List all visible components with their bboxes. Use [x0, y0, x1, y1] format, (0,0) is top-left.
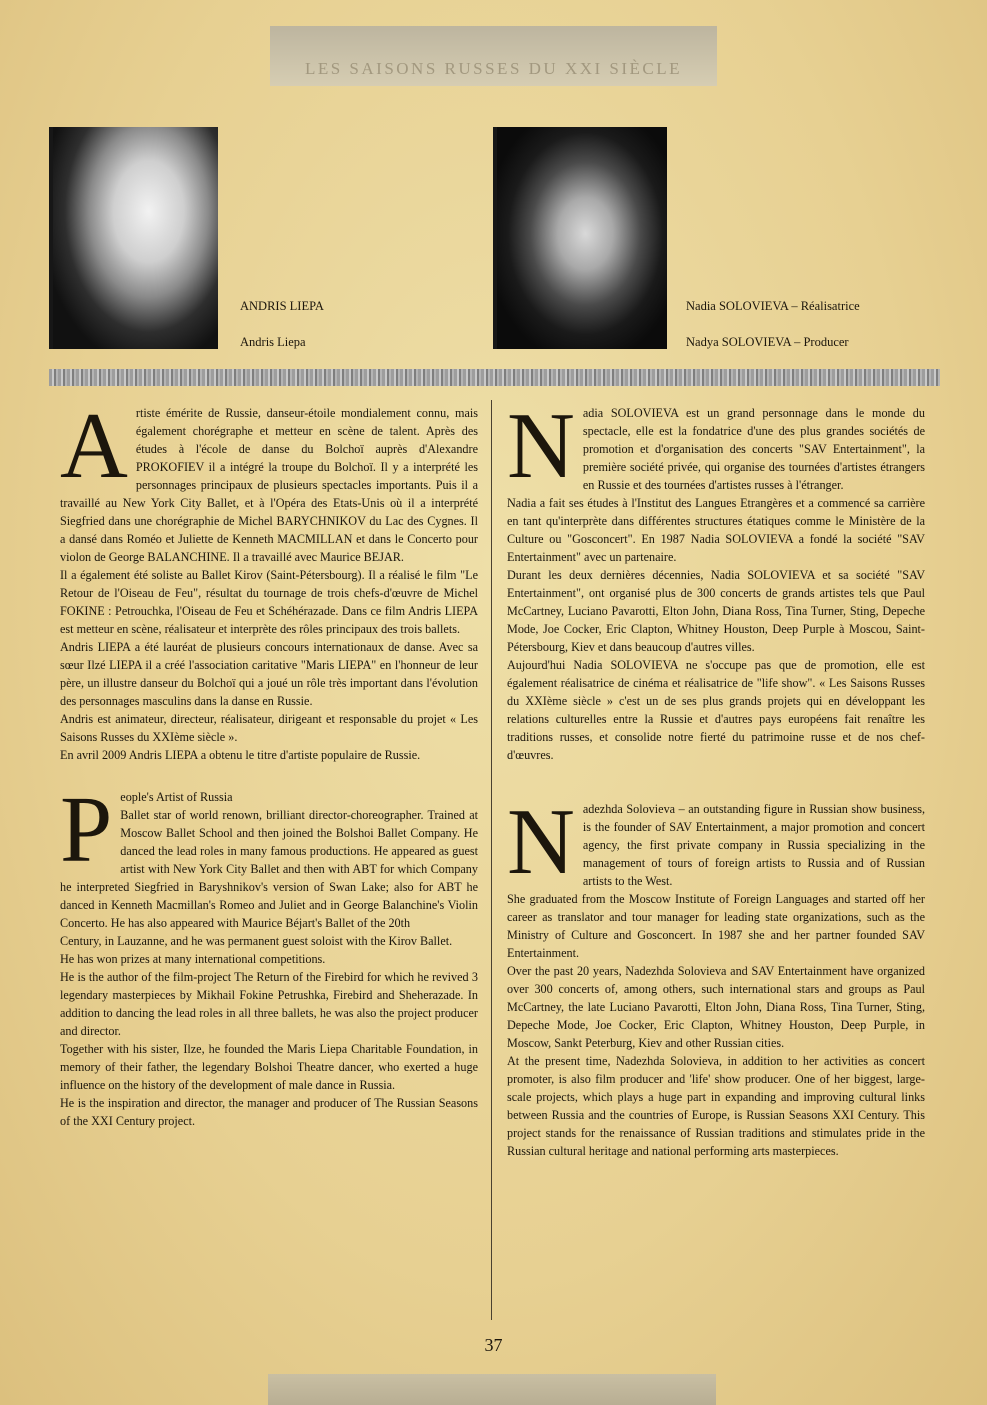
paragraph: Nadia a fait ses études à l'Institut des Langues Etrangères et a commencé sa carrière en tant qu'interprète dans différentes structures étatiques comme le Ministère de la Culture ou "Gosconcert". En 1987 Nadia SOLOVIEVA a fondé la société "SAV Entertainment" avec un partenaire. — [507, 496, 925, 564]
nadia-solovieva-photo — [493, 127, 667, 349]
paragraph: He is the author of the film-project The Return of the Firebird for which he revived 3 legendary masterpieces by Mikhail Fokine Petrushka, Firebird and Sheherazade. In addition to dancing the lead roles in all three ballets, he was also the project producer and director. — [60, 970, 478, 1038]
footer-band — [268, 1374, 716, 1405]
caption-andris-sub: Andris Liepa — [240, 335, 306, 349]
header-band — [270, 26, 717, 86]
andris-liepa-photo — [49, 127, 218, 349]
caption-nadia-en: Nadya SOLOVIEVA – Producer — [686, 335, 849, 349]
page-number: 37 — [484, 1335, 503, 1355]
drop-cap: A — [60, 394, 128, 498]
paragraph: Durant les deux dernières décennies, Nadia SOLOVIEVA et sa société "SAV Entertainment", ont organisé plus de 300 concerts de grands artistes tels que Paul McCartney, Luciano Pavarotti, Elton John, Diana Ross, Tina Turner, Sting, Depeche Mode, Joe Cocker, Eric Clapton, Whitney Houston, Deep Purple à Moscou, Saint-Pétersbourg, Kiev et dans beaucoup d'autres villes. — [507, 568, 925, 654]
left-column — [60, 394, 478, 1130]
paragraph: He has won prizes at many international competitions. — [60, 952, 326, 966]
paragraph: At the present time, Nadezhda Solovieva, in addition to her activities as concert promoter, is also film producer and 'life' show producer. One of her biggest, large-scale projects, which plays a huge part in expanding and improving cultural links between Russia and the countries of Europe, is Russian Seasons XXI Century. This project stands for the renaissance of Russian traditions and stimulates pride in the Russian cultural heritage and national performing arts masterpieces. — [507, 1054, 925, 1158]
decorative-divider-bar — [49, 369, 940, 386]
paragraph: Over the past 20 years, Nadezhda Solovieva and SAV Entertainment have organized over 300 concerts of, among others, such international stars and groups as Paul McCartney, the late Luciano Pavarotti, Elton John, Diana Ross, Tina Turner, Sting, Depeche Mode, Joe Cocker, Eric Clapton, Whitney Houston, Deep Purple, in Moscow, Sankt Peterburg, Kiev and other Russian cities. — [507, 964, 925, 1050]
paragraph: eople's Artist of Russia — [120, 790, 233, 804]
paragraph: She graduated from the Moscow Institute of Foreign Languages and started off her career as translator and tour manager for leading state organizations, such as the Ministry of Culture and Gosconcert. In 1987 she and her partner founded SAV Entertainment. — [507, 892, 925, 960]
portrait-image — [497, 127, 667, 349]
paragraph: Andris LIEPA a été lauréat de plusieurs concours internationaux de danse. Avec sa sœur Ilzé LIEPA il a créé l'association caritative "Maris LIEPA" en l'honneur de leur père, un illustre danseur du Bolchoï qui a joué un rôle très important dans l'évolution des personnages masculins dans la danse en Russie. — [60, 640, 478, 708]
drop-cap: N — [507, 790, 575, 894]
caption-nadia-fr: Nadia SOLOVIEVA – Réalisatrice — [686, 299, 860, 313]
right-column — [507, 394, 925, 1160]
paragraph: Ballet star of world renown, brilliant director-choreographer. Trained at Moscow Ballet School and then joined the Bolshoi Ballet Company. He danced the lead roles in many famous productions. He appeared as guest artist with New York City Ballet and then with ABT for which Company he interpreted Siegfried in Baryshnikov's version of Swan Lake; also for ABT he danced in Kenneth Macmillan's Romeo and Juliet and in George Balanchine's Violin Concerto. He has also appeared with Maurice Béjart's Ballet of the 20th — [60, 808, 478, 930]
paragraph: Il a également été soliste au Ballet Kirov (Saint-Pétersbourg). Il a réalisé le film "Le Retour de l'Oiseau de Feu", résultat du tournage de trois chefs-d'œuvre de Michel FOKINE : Petrouchka, l'Oiseau de Feu et Schéhérazade. Dans ce film Andris LIEPA est metteur en scène, réalisateur et interprète des rôles principaux des trois ballets. — [60, 568, 478, 636]
paragraph: Together with his sister, Ilze, he founded the Maris Liepa Charitable Foundation, in memory of their father, the legendary Bolshoi Theatre dancer, who exerted a huge influence on the history of the development of male dance in Russia. — [60, 1042, 478, 1092]
column-divider — [491, 400, 492, 1320]
paragraph: Andris est animateur, directeur, réalisateur, dirigeant et responsable du projet « Les Saisons Russes du XXIème siècle ». — [60, 712, 478, 744]
paragraph: adia SOLOVIEVA est un grand personnage dans le monde du spectacle, elle est la fondatrice d'une des plus grandes sociétés de promotion et d'organisation des concerts "SAV Entertainment", la première société privée, qui organise des tournées d'artistes étrangers en Russie et des tournées d'artistes russes à l'étranger. — [582, 406, 925, 492]
running-header-title: LES SAISONS RUSSES DU XXI SIÈCLE — [304, 59, 683, 78]
paragraph: Century, in Lauzanne, and he was permanent guest soloist with the Kirov Ballet. — [60, 934, 453, 948]
paragraph: He is the inspiration and director, the manager and producer of The Russian Seasons of the XXI Century project. — [60, 1096, 478, 1128]
drop-cap: P — [60, 778, 113, 882]
drop-cap: N — [507, 394, 575, 498]
portrait-image — [53, 127, 218, 349]
paragraph: En avril 2009 Andris LIEPA a obtenu le titre d'artiste populaire de Russie. — [60, 748, 421, 762]
paragraph: Aujourd'hui Nadia SOLOVIEVA ne s'occupe pas que de promotion, elle est également réalisatrice de cinéma et réalisatrice de "life show". « Les Saisons Russes du XXIème siècle » c'est un de ses plus grands projets qui en développant les relations culturelles entre la Russie et d'autres pays européens fait renaître les traditions russes, et consolide notre fierté du patrimoine russe et de nos chef-d'œuvres. — [507, 658, 925, 762]
paragraph: rtiste émérite de Russie, danseur-étoile mondialement connu, mais également chorégraphe et metteur en scène de talent. Après des études à l'école de danse du Bolchoï auprès d'Alexandre PROKOFIEV il a intégré la troupe du Bolchoï. Il y a interprété les personnages principaux de plusieurs spectacles importants. Puis il a travaillé au New York City Ballet, et à l'Opéra des Etats-Unis où il a interprété Siegfried dans une chorégraphie de Michel BARYCHNIKOV du Lac des Cygnes. Il a dansé dans Roméo et Juliette de Kenneth MACMILLAN et dans le Concerto pour violon de George BALANCHINE. Il a travaillé avec Maurice BEJAR. — [60, 406, 478, 564]
caption-andris-name: ANDRIS LIEPA — [240, 299, 324, 313]
paragraph: adezhda Solovieva – an outstanding figure in Russian show business, is the founder of SAV Entertainment, a major promotion and concert agency, the first private company in Russia specializing in the management of tours of foreign artists to Russia and of Russian artists to the West. — [582, 802, 925, 888]
